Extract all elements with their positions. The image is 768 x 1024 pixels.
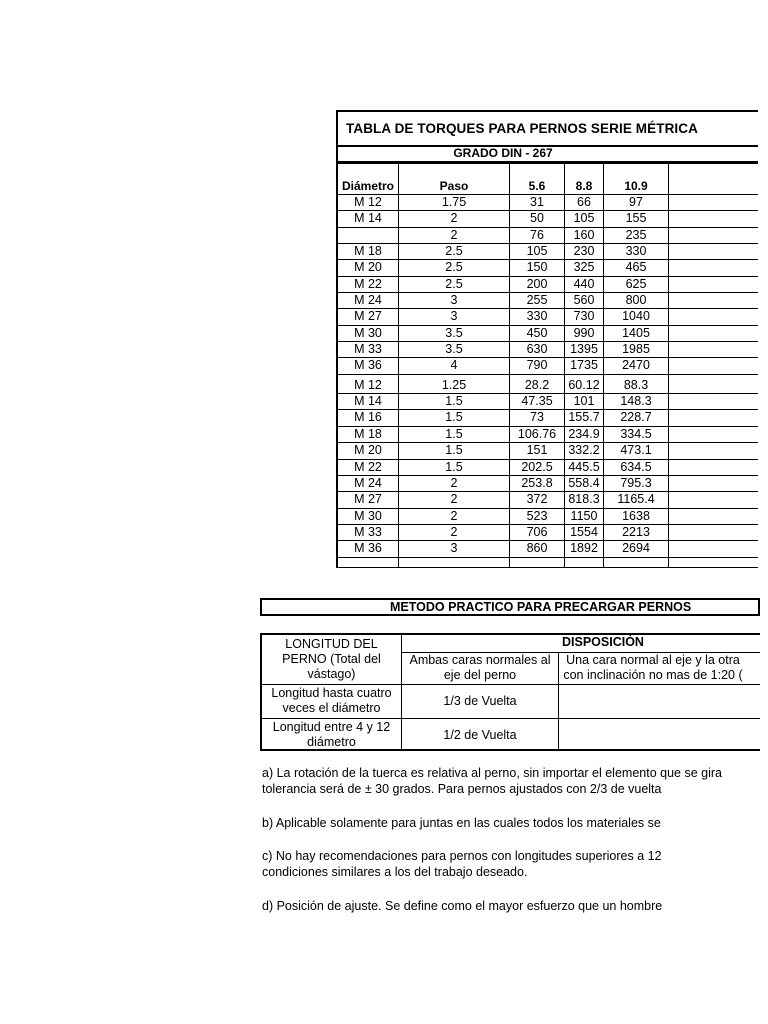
- table-cell: 202.5: [521, 459, 553, 474]
- torque-table: [336, 110, 758, 568]
- note-a-line2: tolerancia será de ± 30 grados. Para pernos ajustados con 2/3 de vuelta: [262, 782, 662, 796]
- table-cell: 1165.4: [617, 492, 655, 507]
- table-cell: 790: [526, 358, 548, 373]
- table-cell: 372: [526, 492, 548, 507]
- table-cell: M 18: [354, 426, 382, 441]
- table-cell: 3: [450, 293, 458, 308]
- table-row: [338, 460, 758, 476]
- header-grade-10-9: 10.9: [624, 179, 648, 193]
- table-cell: 50: [530, 211, 544, 226]
- table-cell: 155: [625, 211, 647, 226]
- disposition-header: DISPOSICIÓN: [562, 635, 644, 649]
- table-cell: 473.1: [620, 443, 652, 458]
- col-inclined-header: Una cara normal al eje y la otra con inclinación no mas de 1:20 (: [563, 653, 743, 682]
- table-cell: 255: [526, 293, 548, 308]
- table-cell: M 27: [354, 492, 382, 507]
- table-cell: 706: [526, 524, 548, 539]
- table-cell: 1.5: [445, 426, 463, 441]
- torque-table-title: TABLA DE TORQUES PARA PERNOS SERIE MÉTRICA: [346, 121, 698, 136]
- table-cell: 4: [450, 358, 458, 373]
- table-cell: 330: [526, 309, 548, 324]
- table-cell: 332.2: [568, 443, 600, 458]
- table-cell: 3.5: [445, 325, 463, 340]
- table-cell: 2: [450, 475, 458, 490]
- table-cell: 230: [573, 244, 595, 259]
- table-cell: 1405: [622, 325, 650, 340]
- table-row: [338, 244, 758, 260]
- table-row: [338, 260, 758, 276]
- table-cell: M 24: [354, 475, 382, 490]
- table-cell: 1395: [570, 342, 598, 357]
- table-cell: 3: [450, 309, 458, 324]
- table-cell: 200: [526, 276, 548, 291]
- table-cell: 2: [450, 227, 458, 242]
- table-cell: 625: [625, 276, 647, 291]
- table-cell: 2.5: [445, 244, 463, 259]
- table-cell: 73: [530, 410, 544, 425]
- table-row: [338, 309, 758, 325]
- table-row: [338, 195, 758, 211]
- length-header: LONGITUD DEL PERNO (Total del vástago): [282, 637, 381, 681]
- method-banner-title: METODO PRACTICO PARA PRECARGAR PERNOS: [390, 600, 692, 614]
- table-row: [338, 326, 758, 342]
- table-cell: 66: [577, 195, 591, 209]
- table-cell: 253.8: [521, 475, 553, 490]
- table-cell: 630: [526, 342, 548, 357]
- table-cell: 450: [526, 325, 548, 340]
- table-cell: 1.75: [441, 195, 467, 209]
- table-row: [338, 541, 758, 557]
- table-row: [338, 358, 758, 374]
- header-grade-5-6: 5.6: [528, 179, 546, 193]
- table-cell: 2694: [622, 541, 650, 556]
- table-cell: 1554: [570, 524, 598, 539]
- table-cell: 60.12: [568, 377, 600, 392]
- table-cell: M 36: [354, 541, 382, 556]
- table-cell: M 16: [354, 410, 382, 425]
- row-length-up-to-four-value: 1/3 de Vuelta: [443, 694, 517, 708]
- table-cell: 2: [450, 524, 458, 539]
- note-b: b) Aplicable solamente para juntas en las cuales todos los materiales se: [262, 816, 661, 830]
- note-c-line2: condiciones similares a los del trabajo deseado.: [262, 865, 528, 879]
- table-row: [338, 378, 758, 394]
- table-cell: 3: [450, 541, 458, 556]
- table-cell: 1735: [570, 358, 598, 373]
- table-row: [338, 394, 758, 410]
- table-cell: 1.5: [445, 459, 463, 474]
- table-cell: 795.3: [620, 475, 652, 490]
- table-row: [338, 443, 758, 459]
- table-cell: 31: [530, 195, 544, 209]
- table-cell: 88.3: [623, 377, 649, 392]
- note-a-line1: a) La rotación de la tuerca es relativa al perno, sin importar el elemento que se gira: [262, 766, 722, 780]
- table-cell: 3.5: [445, 342, 463, 357]
- note-c-line1: c) No hay recomendaciones para pernos con longitudes superiores a 12: [262, 849, 662, 863]
- divider: [338, 161, 758, 164]
- table-cell: 990: [573, 325, 595, 340]
- table-cell: M 12: [354, 377, 382, 392]
- table-cell: M 27: [354, 309, 382, 324]
- table-cell: 2470: [622, 358, 650, 373]
- table-cell: M 20: [354, 443, 382, 458]
- table-cell: 28.2: [524, 377, 550, 392]
- table-cell: M 20: [354, 260, 382, 275]
- table-cell: 2213: [622, 524, 650, 539]
- table-cell: 151: [526, 443, 548, 458]
- table-cell: 818.3: [568, 492, 600, 507]
- table-row: [338, 277, 758, 293]
- table-cell: 1638: [622, 508, 650, 523]
- table-cell: 1.5: [445, 443, 463, 458]
- table-cell: 2: [450, 508, 458, 523]
- table-cell: 560: [573, 293, 595, 308]
- header-grade-8-8: 8.8: [575, 179, 593, 193]
- table-cell: 558.4: [568, 475, 600, 490]
- table-cell: 106.76: [517, 426, 557, 441]
- table-cell: 860: [526, 541, 548, 556]
- table-cell: M 12: [354, 195, 382, 209]
- table-cell: 1.5: [445, 410, 463, 425]
- table-cell: M 14: [354, 394, 382, 409]
- table-cell: M 30: [354, 508, 382, 523]
- table-cell: 440: [573, 276, 595, 291]
- table-cell: 105: [526, 244, 548, 259]
- table-row: [338, 476, 758, 492]
- table-cell: M 24: [354, 293, 382, 308]
- table-cell: 155.7: [568, 410, 600, 425]
- table-cell: M 36: [354, 358, 382, 373]
- table-cell: 1892: [570, 541, 598, 556]
- table-cell: 1040: [622, 309, 650, 324]
- table-cell: 334.5: [620, 426, 652, 441]
- table-cell: 330: [625, 244, 647, 259]
- divider: [262, 684, 760, 685]
- table-cell: M 14: [354, 211, 382, 226]
- table-cell: 105: [573, 211, 595, 226]
- table-cell: 160: [573, 227, 595, 242]
- table-cell: M 33: [354, 524, 382, 539]
- torque-rows: [338, 195, 758, 558]
- table-row: [338, 211, 758, 227]
- table-cell: 325: [573, 260, 595, 275]
- table-cell: 97: [629, 195, 643, 209]
- col-both-normal-header: Ambas caras normales al eje del perno: [409, 653, 551, 682]
- table-row: [338, 509, 758, 525]
- table-cell: 2.5: [445, 260, 463, 275]
- table-cell: 1985: [622, 342, 650, 357]
- table-row: [338, 525, 758, 541]
- table-row: [338, 410, 758, 426]
- preload-table: [260, 633, 760, 751]
- row-length-up-to-four: Longitud hasta cuatro veces el diámetro: [271, 686, 392, 715]
- table-cell: M 33: [354, 342, 382, 357]
- table-cell: M 22: [354, 276, 382, 291]
- table-cell: 1.5: [445, 394, 463, 409]
- table-cell: 228.7: [620, 410, 652, 425]
- table-cell: 150: [526, 260, 548, 275]
- table-cell: M 22: [354, 459, 382, 474]
- table-cell: 465: [625, 260, 647, 275]
- table-cell: 1150: [570, 508, 598, 523]
- table-cell: 2.5: [445, 276, 463, 291]
- table-row: [338, 427, 758, 443]
- table-cell: 76: [530, 227, 544, 242]
- table-row: [338, 293, 758, 309]
- table-cell: 234.9: [568, 426, 600, 441]
- table-cell: 634.5: [620, 459, 652, 474]
- table-cell: 2: [450, 211, 458, 226]
- table-cell: 523: [526, 508, 548, 523]
- table-cell: 445.5: [568, 459, 600, 474]
- header-paso: Paso: [439, 179, 469, 193]
- table-row: [338, 228, 758, 244]
- table-row: [338, 492, 758, 508]
- note-d: d) Posición de ajuste. Se define como el mayor esfuerzo que un hombre: [262, 899, 663, 913]
- table-cell: 730: [573, 309, 595, 324]
- table-cell: 47.35: [521, 394, 553, 409]
- table-cell: 2: [450, 492, 458, 507]
- table-cell: M 30: [354, 325, 382, 340]
- table-cell: 1.25: [441, 377, 467, 392]
- table-row: [338, 342, 758, 358]
- divider: [262, 718, 760, 719]
- row-length-4-to-12-value: 1/2 de Vuelta: [443, 728, 517, 742]
- grade-label: GRADO DIN - 267: [453, 146, 553, 160]
- table-cell: 101: [573, 394, 595, 409]
- row-length-4-to-12: Longitud entre 4 y 12 diámetro: [272, 720, 391, 749]
- table-cell: 235: [625, 227, 647, 242]
- header-diametro: Diámetro: [341, 179, 394, 193]
- table-cell: 148.3: [620, 394, 652, 409]
- table-cell: M 18: [354, 244, 382, 259]
- method-banner: [260, 598, 760, 616]
- divider: [338, 567, 758, 568]
- table-cell: 800: [625, 293, 647, 308]
